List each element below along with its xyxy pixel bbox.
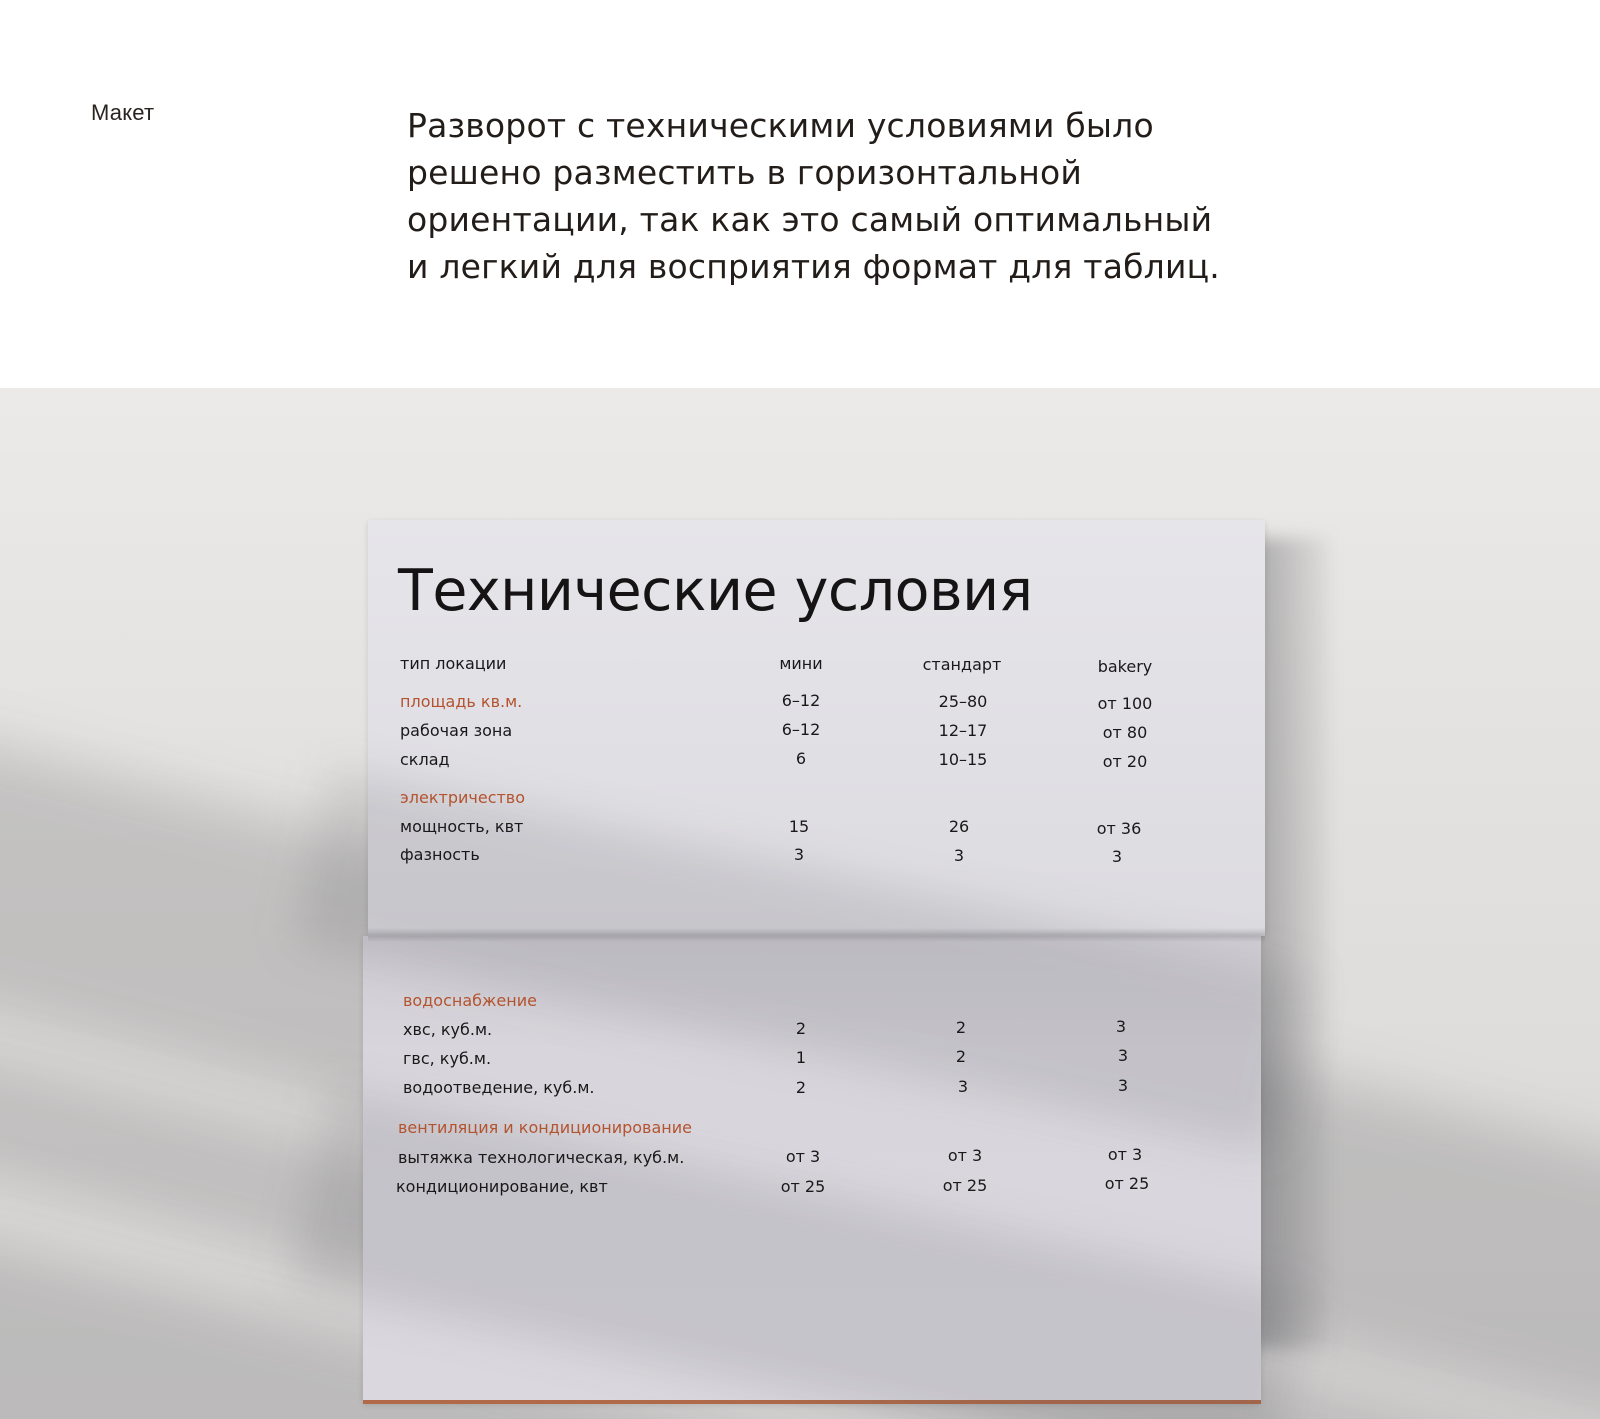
- table-cell: 2: [795, 1019, 807, 1038]
- table-cell: 25–80: [938, 692, 988, 711]
- intro-text: Разворот с техническими условиями было решено разместить в горизонтальной ориентации, так как это самый оптимальный и легкий для восприятия формат для таблиц.: [407, 106, 1220, 286]
- table-cell: 3: [1117, 1076, 1129, 1095]
- table-cell: 6–12: [781, 691, 821, 710]
- booklet-photo: [0, 388, 1600, 1419]
- table-cell: от 25: [942, 1176, 988, 1195]
- table-row-label: хвс, куб.м.: [403, 1020, 493, 1039]
- table-row-label: фазность: [400, 845, 480, 864]
- table-cell: 3: [793, 845, 805, 864]
- column-header-standard: стандарт: [922, 655, 1002, 674]
- table-cell: от 80: [1102, 723, 1148, 742]
- table-cell: от 100: [1097, 694, 1153, 713]
- table-cell: 1: [795, 1048, 807, 1067]
- table-row-label: гвс, куб.м.: [403, 1049, 492, 1068]
- section-heading-area: площадь кв.м.: [400, 692, 523, 711]
- table-row-label: кондиционирование, квт: [396, 1177, 608, 1196]
- booklet-title: Технические условия: [398, 558, 1033, 624]
- table-cell: 15: [788, 817, 810, 836]
- table-cell: 3: [957, 1077, 969, 1096]
- table-cell: 6: [795, 749, 807, 768]
- table-cell: от 20: [1102, 752, 1148, 771]
- table-row-label: рабочая зона: [400, 721, 513, 740]
- section-heading-water: водоснабжение: [403, 991, 537, 1010]
- table-cell: 2: [955, 1047, 967, 1066]
- table-cell: 12–17: [938, 721, 988, 740]
- table-cell: от 25: [780, 1177, 826, 1196]
- table-cell: 10–15: [938, 750, 988, 769]
- table-row-label: вытяжка технологическая, куб.м.: [398, 1148, 685, 1167]
- table-cell: 3: [953, 846, 965, 865]
- section-heading-ventilation: вентиляция и кондиционирование: [398, 1118, 692, 1137]
- table-row-label: водоотведение, куб.м.: [403, 1078, 595, 1097]
- table-cell: 26: [948, 817, 970, 836]
- table-cell: 2: [795, 1078, 807, 1097]
- table-cell: 6–12: [781, 720, 821, 739]
- table-cell: от 3: [785, 1147, 821, 1166]
- column-header-mini: мини: [779, 654, 823, 673]
- table-row-label: склад: [400, 750, 450, 769]
- table-cell: от 36: [1096, 819, 1142, 838]
- table-cell: 3: [1117, 1046, 1129, 1065]
- table-cell: от 3: [947, 1146, 983, 1165]
- table-row-label: мощность, квт: [400, 817, 524, 836]
- table-cell: от 25: [1104, 1174, 1150, 1193]
- table-cell: от 3: [1107, 1145, 1143, 1164]
- section-label: Макет: [91, 100, 155, 125]
- table-cell: 3: [1111, 847, 1123, 866]
- table-cell: 3: [1115, 1017, 1127, 1036]
- column-header-bakery: bakery: [1097, 657, 1153, 676]
- header-section: [0, 0, 1600, 388]
- section-heading-electricity: электричество: [400, 788, 526, 807]
- table-cell: 2: [955, 1018, 967, 1037]
- column-header-label: тип локации: [400, 654, 507, 673]
